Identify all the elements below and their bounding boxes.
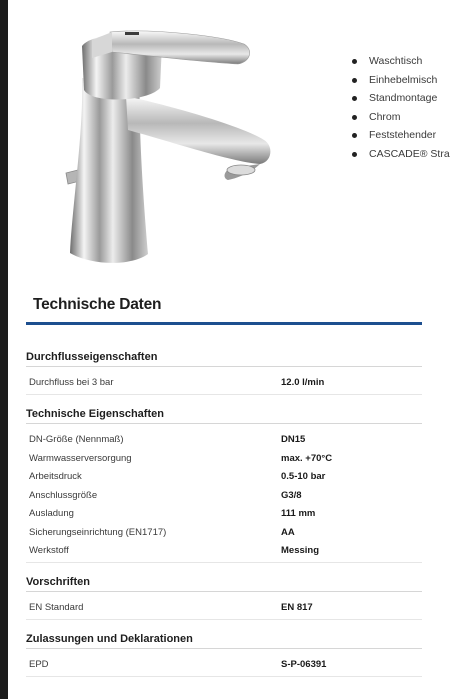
feature-label: Einhebelmisch	[369, 73, 438, 86]
bullet-icon	[352, 115, 357, 120]
group-divider	[26, 591, 422, 592]
heading-accent-rule	[26, 322, 422, 325]
feature-item	[350, 52, 440, 71]
spec-label: Durchfluss bei 3 bar	[29, 377, 114, 388]
feature-item	[350, 71, 440, 90]
feature-list	[350, 52, 450, 164]
feature-item	[350, 89, 440, 108]
bullet-icon	[352, 152, 357, 157]
spec-label: Werkstoff	[29, 545, 69, 556]
row-divider	[26, 619, 422, 620]
group-title-regulations: Vorschriften	[26, 576, 90, 588]
spec-value: 111 mm	[281, 508, 316, 519]
left-edge-bar	[0, 0, 8, 699]
group-title-flow: Durchflusseigenschaften	[26, 351, 158, 363]
feature-item	[350, 108, 440, 127]
group-title-approvals: Zulassungen und Deklarationen	[26, 633, 193, 645]
feature-item	[350, 145, 450, 164]
feature-label: Feststehender	[369, 129, 437, 142]
spec-value: 0.5-10 bar	[281, 471, 326, 482]
spec-value: max. +70°C	[281, 453, 333, 464]
bullet-icon	[352, 96, 357, 101]
spec-value: AA	[281, 527, 295, 538]
spec-value: G3/8	[281, 490, 302, 501]
technical-data-heading: Technische Daten	[33, 296, 162, 313]
row-divider	[26, 676, 422, 677]
bullet-icon	[352, 78, 357, 83]
feature-label: CASCADE® Stra	[369, 147, 450, 160]
spec-label: Ausladung	[29, 508, 74, 519]
bullet-icon	[352, 133, 357, 138]
feature-label: Standmontage	[369, 92, 438, 105]
row-divider	[26, 394, 422, 395]
group-divider	[26, 648, 422, 649]
spec-label: EPD	[29, 659, 49, 670]
bullet-icon	[352, 59, 357, 64]
spec-value: EN 817	[281, 602, 313, 613]
spec-value: 12.0 l/min	[281, 377, 325, 388]
group-title-technical: Technische Eigenschaften	[26, 408, 164, 420]
spec-value: DN15	[281, 434, 306, 445]
faucet-image	[52, 18, 282, 273]
spec-label: Sicherungseinrichtung (EN1717)	[29, 527, 167, 538]
spec-value: Messing	[281, 545, 320, 556]
spec-label: Arbeitsdruck	[29, 471, 82, 482]
spec-label: EN Standard	[29, 602, 84, 613]
spec-label: Warmwasserversorgung	[29, 453, 132, 464]
spec-label: Anschlussgröße	[29, 490, 98, 501]
spec-label: DN-Größe (Nennmaß)	[29, 434, 124, 445]
feature-item	[350, 126, 440, 145]
feature-label: Waschtisch	[369, 55, 423, 67]
spec-value: S-P-06391	[281, 659, 327, 670]
group-divider	[26, 423, 422, 424]
row-divider	[26, 562, 422, 563]
group-divider	[26, 366, 422, 367]
feature-label: Chrom	[369, 110, 401, 123]
